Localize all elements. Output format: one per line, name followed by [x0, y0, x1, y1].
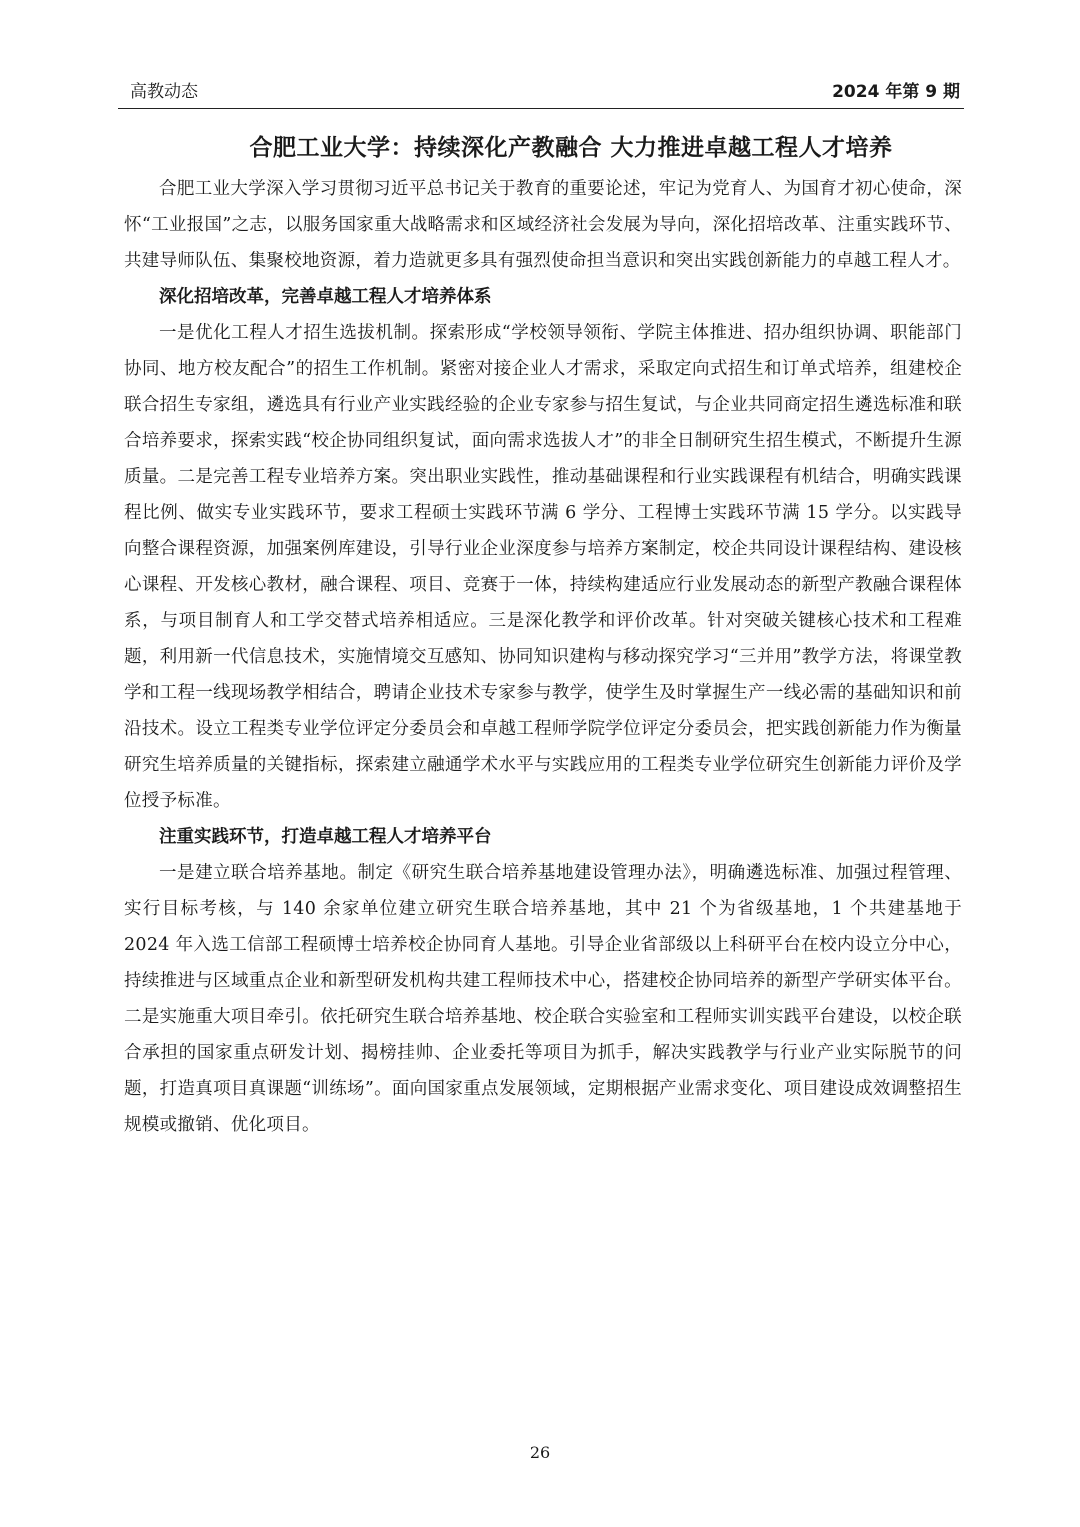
- header-divider: [118, 108, 964, 109]
- intro-paragraph: 合肥工业大学深入学习贯彻习近平总书记关于教育的重要论述，牢记为党育人、为国育才初心使命，深怀“工业报国”之志，以服务国家重大战略需求和区域经济社会发展为导向，深化招培改革、注重实践环节、共建导师队伍、集聚校地资源，着力造就更多具有强烈使命担当意识和突出实践创新能力的卓越工程人才。: [124, 179, 962, 271]
- article-body: [124, 171, 962, 1143]
- page-header: [130, 78, 960, 106]
- section-paragraph-2: 一是建立联合培养基地。制定《研究生联合培养基地建设管理办法》，明确遴选标准、加强过程管理、实行目标考核，与 140 余家单位建立研究生联合培养基地，其中 21 个为省级基地，1 个共建基地于 2024 年入选工信部工程硕博士培养校企协同育人基地。引导企业省部级以上科研平台在校内设立分中心，持续推进与区域重点企业和新型研发机构共建工程师技术中心，搭建校企协同培养的新型产学研实体平台。二是实施重大项目牵引。依托研究生联合培养基地、校企联合实验室和工程师实训实践平台建设，以校企联合承担的国家重点研发计划、揭榜挂帅、企业委托等项目为抓手，解决实践教学与行业产业实际脱节的问题，打造真项目真课题“训练场”。面向国家重点发展领域，定期根据产业需求变化、项目建设成效调整招生规模或撤销、优化项目。: [124, 863, 962, 1135]
- section-heading-1: 深化招培改革，完善卓越工程人才培养体系: [159, 287, 492, 307]
- issue-number: 2024 年第 9 期: [832, 82, 960, 102]
- page-number: 26: [529, 1443, 551, 1462]
- section-heading-2: 注重实践环节，打造卓越工程人才培养平台: [159, 827, 492, 847]
- journal-name: 高教动态: [130, 82, 198, 102]
- section-paragraph-1: 一是优化工程人才招生选拔机制。探索形成“学校领导领衔、学院主体推进、招办组织协调、职能部门协同、地方校友配合”的招生工作机制。紧密对接企业人才需求，采取定向式招生和订单式培养，组建校企联合招生专家组，遴选具有行业产业实践经验的企业专家参与招生复试，与企业共同商定招生遴选标准和联合培养要求，探索实践“校企协同组织复试，面向需求选拔人才”的非全日制研究生招生模式，不断提升生源质量。二是完善工程专业培养方案。突出职业实践性，推动基础课程和行业实践课程有机结合，明确实践课程比例、做实专业实践环节，要求工程硕士实践环节满 6 学分、工程博士实践环节满 15 学分。以实践导向整合课程资源，加强案例库建设，引导行业企业深度参与培养方案制定，校企共同设计课程结构、建设核心课程、开发核心教材，融合课程、项目、竞赛于一体，持续构建适应行业发展动态的新型产教融合课程体系，与项目制育人和工学交替式培养相适应。三是深化教学和评价改革。针对突破关键核心技术和工程难题，利用新一代信息技术，实施情境交互感知、协同知识建构与移动探究学习“三并用”教学方法，将课堂教学和工程一线现场教学相结合，聘请企业技术专家参与教学，使学生及时掌握生产一线必需的基础知识和前沿技术。设立工程类专业学位评定分委员会和卓越工程师学院学位评定分委员会，把实践创新能力作为衡量研究生培养质量的关键指标，探索建立融通学术水平与实践应用的工程类专业学位研究生创新能力评价及学位授予标准。: [124, 323, 962, 811]
- article-title: 合肥工业大学：持续深化产教融合 大力推进卓越工程人才培养: [249, 135, 893, 161]
